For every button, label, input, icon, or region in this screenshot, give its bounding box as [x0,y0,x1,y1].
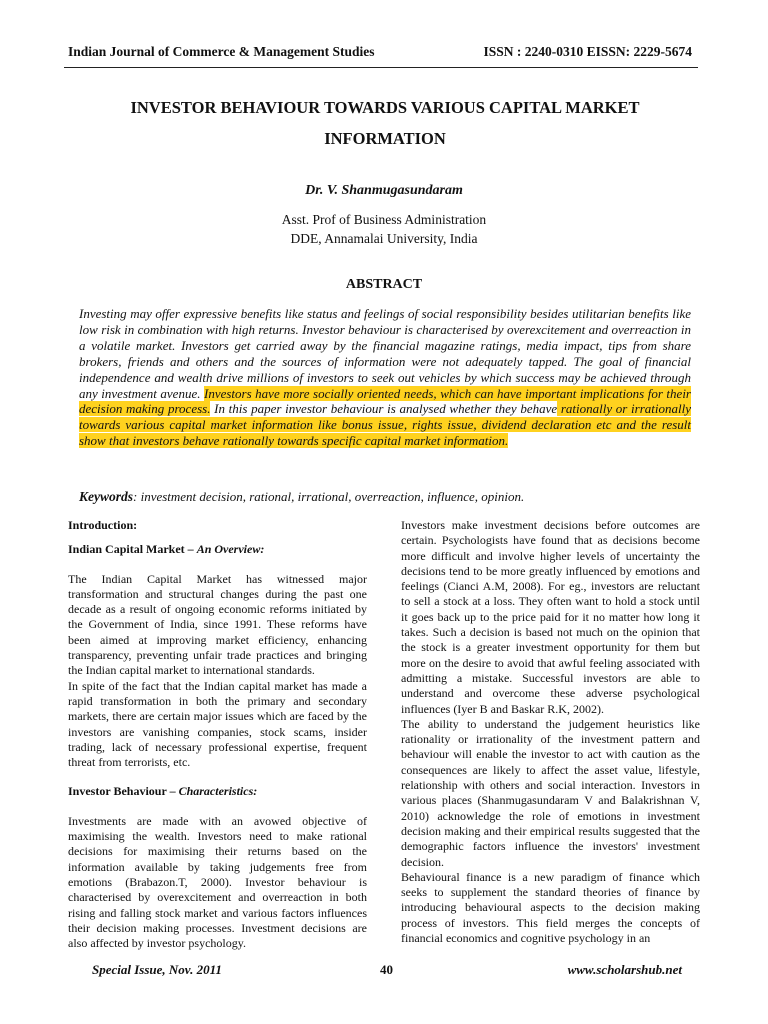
abstract-heading: ABSTRACT [345,277,423,292]
page-footer [92,962,692,978]
author-name: Dr. V. Shanmugasundaram [305,183,463,198]
paragraph: Investments are made with an avowed objective of maximising the wealth. Investors need to make rational decisions for maximising their returns based on the information available by taking judgements free from emotions (Brabazon.T, 2000). Investor behaviour is characterised by overexcitement and overreaction in both rising and falling stock market and various factors influences their decision making processes. Investment decisions are also affected by investor psychology. [68,813,367,951]
right-column [401,518,700,946]
title-line-1: INVESTOR BEHAVIOUR TOWARDS VARIOUS CAPITAL MARKET [130,98,640,117]
author-institution: DDE, Annamalai University, India [290,231,478,246]
section2-subheading: Characteristics: [178,784,258,799]
paragraph: Behavioural finance is a new paradigm of finance which seeks to supplement the standard theories of finance by introducing behavioural aspects to the decision making process of investors. This field merges the concepts of financial economics and cognitive psychology in an [401,869,700,946]
keywords-text: : investment decision, rational, irrational, overreaction, influence, opinion. [133,489,525,504]
page-number: 40 [380,962,393,977]
left-column [68,518,367,951]
section2-heading: Investor Behaviour – [68,784,179,799]
paragraph: In spite of the fact that the Indian capital market has made a rapid transformation in both the primary and secondary markets, there are certain major issues which are faced by the investors are vanishing companies, stock scams, insider trading, lack of necessary professional expertise, frequent threat from terrorists, etc. [68,678,367,770]
abstract-text-1: Investing may offer expressive benefits like status and feelings of social responsibility besides utilitarian benefits like low risk in combination with high returns. Investor behaviour is characterised by overexcitement and overreaction in a volatile market. Investors get carried away by the financial magazine ratings, media impact, tips from share brokers, friends and others and the sources of information were not adequately tapped. The goal of financial independence and wealth drive millions of investors to seek out vehicles by which success may be achieved through any investment avenue. [79,306,691,401]
section1-heading: Indian Capital Market – [68,542,197,557]
keywords [79,489,699,505]
abstract-text-2: In this paper investor behaviour is analysed whether they behave [210,401,558,417]
abstract-highlight-2: rationally or irrationally towards various capital market information like bonus issue, rights issue, dividend declaration etc and the result show that investors behave rationally towards specific capital market information. [79,401,691,449]
author-affiliation [0,210,768,248]
paragraph: Investors make investment decisions before outcomes are certain. Psychologists have found that as decisions become more difficult and involve higher levels of uncertainty the decisions tend to be more greatly influenced by emotions and feelings (Cianci A.M, 2008). For eg., investors are reluctant to sell a stock at a loss. They often want to hold a stock until it goes back up to the price paid for it no matter how long it takes. Such a decision is based not much on the opinion that the stock is a greater investment opportunity for them but more on the desire to avoid that awful feeling associated with admitting a mistake. Successful investors are able to understand and overcome these adverse psychological influences (Iyer B and Baskar R.K, 2002). [401,518,700,716]
section-heading-capital-market [68,542,367,557]
intro-heading: Introduction: [68,518,138,532]
title-line-2: INFORMATION [324,129,446,148]
header-divider [64,67,698,68]
running-header [68,44,692,60]
section1-subheading: An Overview: [196,542,265,557]
paper-title [60,92,710,154]
paragraph: The ability to understand the judgement heuristics like rationality or irrationality of the investment pattern and behaviour will enable the investor to act with caution as the consequences are likely to affect the asset value, lifestyle, relationship with others and social interaction. Investors in various places (Shanmugasundaram V and Balakrishnan V, 2010) acknowledge the role of emotions in investment decision making and their empirical results suggested that the demographic factors influence the investors' investment decision. [401,716,700,869]
abstract-body [79,306,691,449]
section-heading-investor-behaviour [68,784,367,799]
keywords-label: Keywords [79,489,133,504]
footer-issue: Special Issue, Nov. 2011 [92,962,222,977]
footer-website[interactable]: www.scholarshub.net [567,962,682,977]
paragraph: The Indian Capital Market has witnessed major transformation and structural changes during the past one decade as a result of ongoing economic reforms initiated by the Government of India, since 1991. These reforms have been aimed at improving market efficiency, enhancing transparency, preventing unfair trade practices and bringing the Indian capital market to international standards. [68,571,367,678]
author-position: Asst. Prof of Business Administration [281,212,487,227]
issn-info: ISSN : 2240-0310 EISSN: 2229-5674 [483,44,692,59]
abstract-highlight-1: Investors have more socially oriented needs, which can have important implications for their decision making process. [79,385,691,417]
journal-name: Indian Journal of Commerce & Management Studies [68,44,375,59]
